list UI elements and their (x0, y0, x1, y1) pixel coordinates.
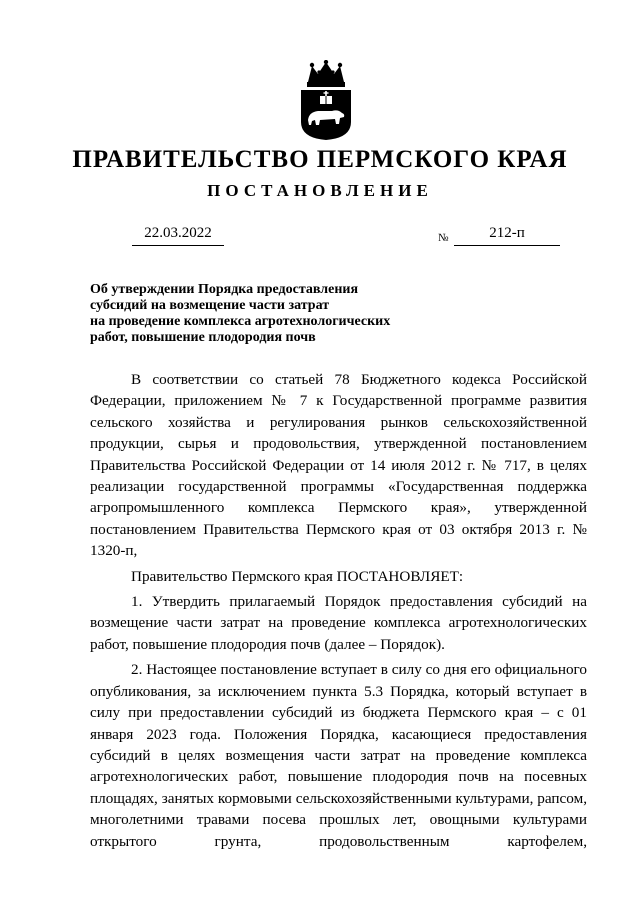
document-date: 22.03.2022 (132, 225, 224, 246)
subject-line: работ, повышение плодородия почв (90, 330, 316, 345)
paragraph-preamble: В соответствии со статьей 78 Бюджетного кодекса Российской Федерации, приложением № 7 к Государственной программе развития сельского хозяйства и регулирования рынков сельскохозяйственной продукции, сырья и продовольствия, утвержденной постановлением Правительства Российской Федерации от 14 июля 2012 г. № 717, в целях реализации государственной программы «Государственная поддержка агропромышленного комплекса Пермского края», утвержденной постановлением Правительства Пермского края от 03 октября 2013 г. № 1320-п, (90, 371, 587, 560)
subject-line: Об утверждении Порядка предоставления (90, 282, 359, 297)
number-sign: № (438, 232, 449, 244)
perm-krai-coat-of-arms-icon (298, 60, 354, 140)
paragraph-item-1: 1. Утвердить прилагаемый Порядок предоставления субсидий на возмещение части затрат на проведение комплекса агротехнологических работ, повышение плодородия почв (далее – Порядок). (90, 593, 587, 653)
document-body (90, 369, 587, 856)
document-subject (90, 282, 450, 346)
paragraph-resolves: Правительство Пермского края ПОСТАНОВЛЯЕТ: (131, 567, 464, 585)
government-title: ПРАВИТЕЛЬСТВО ПЕРМСКОГО КРАЯ (72, 146, 568, 173)
paragraph-item-2: 2. Настоящее постановление вступает в силу со дня его официального опубликования, за исключением пункта 5.3 Порядка, который вступает в силу при предоставлении субсидий из бюджета Пермского края – с 01 января 2023 года. Положения Порядка, касающиеся предоставления субсидий в целях возмещения части затрат на проведение комплекса агротехнологических работ, повышение плодородия почв на посевных площадях, занятых кормовыми сельскохозяйственными культурами, рапсом, многолетними травами посева прошлых лет, овощными культурами открытого грунта, продовольственным картофелем, (90, 661, 587, 850)
subject-line: субсидий на возмещение части затрат (90, 298, 330, 313)
document-type: ПОСТАНОВЛЕНИЕ (207, 181, 433, 200)
subject-line: на проведение комплекса агротехнологических (90, 314, 391, 329)
document-number: 212-п (454, 225, 560, 246)
